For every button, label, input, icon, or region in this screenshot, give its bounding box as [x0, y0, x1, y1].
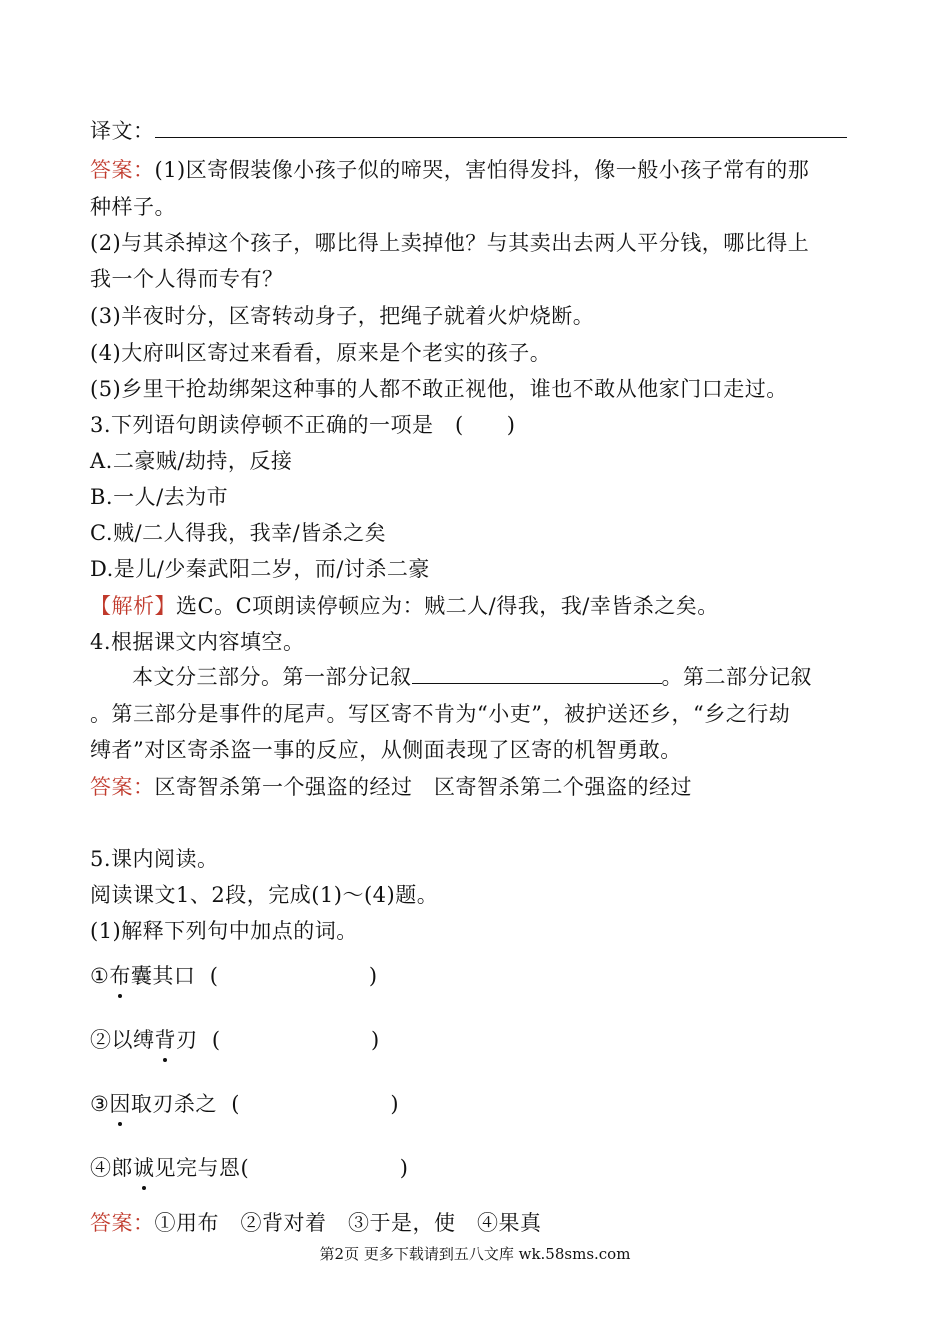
analysis-label: 【解析】	[90, 594, 176, 618]
answer2-line-6	[90, 339, 870, 367]
q5-sub1	[90, 917, 870, 945]
item-number: ③	[90, 1092, 110, 1116]
answer2-text-1: (1)区寄假装像小孩子似的啼哭，害怕得发抖，像一般小孩子常有的那	[154, 158, 810, 182]
q5-item-1	[90, 962, 870, 990]
answer2-line-5	[90, 302, 870, 330]
q4-stem	[90, 628, 870, 656]
item-post: 囊其口	[130, 964, 196, 988]
q5-sub1-text: (1)解释下列句中加点的词。	[90, 919, 358, 943]
answer2-line-2	[90, 193, 870, 221]
answer-label: 答案：	[90, 775, 155, 799]
answer-parentheses: ( )	[209, 964, 378, 988]
dotted-word: 因	[109, 1092, 131, 1116]
q4-para-text-1b: 。第二部分记叙	[661, 665, 812, 689]
item-number: ④	[90, 1156, 112, 1180]
q5-item-4	[90, 1154, 870, 1182]
q5-item-3	[90, 1090, 870, 1118]
q3-stem-text: 3.下列语句朗读停顿不正确的一项是 ( )	[90, 413, 516, 437]
answer-parentheses: ( )	[211, 1028, 380, 1052]
q4-blank-1	[412, 663, 662, 684]
answer2-line-3	[90, 229, 870, 257]
q4-para-line-1	[132, 663, 872, 691]
q5-instruction	[90, 881, 870, 909]
q5-item-2	[90, 1026, 870, 1054]
item-pre: 以缚	[111, 1028, 155, 1052]
q4-answer	[90, 773, 870, 801]
q5-stem	[90, 845, 870, 873]
answer-parentheses: ( )	[240, 1156, 409, 1180]
q3-option-b-text: B.一人/去为市	[90, 485, 229, 509]
answer2-line-1	[90, 156, 870, 184]
item-number: ②	[90, 1028, 112, 1052]
answer-parentheses: ( )	[231, 1092, 400, 1116]
answer2-text-3: (2)与其杀掉这个孩子，哪比得上卖掉他？与其卖出去两人平分钱，哪比得上	[90, 231, 810, 255]
answer2-text-4: 我一个人得而专有？	[90, 267, 284, 291]
q3-analysis	[90, 592, 870, 620]
q3-option-a-text: A.二豪贼/劫持，反接	[90, 449, 293, 473]
q4-para-text-1a: 本文分三部分。第一部分记叙	[132, 665, 412, 689]
answer2-text-6: (4)大府叫区寄过来看看，原来是个老实的孩子。	[90, 341, 552, 365]
answer-label: 答案：	[90, 158, 155, 182]
answer2-text-5: (3)半夜时分，区寄转动身子，把绳子就着火炉烧断。	[90, 304, 595, 328]
q5-answer-text: ①用布 ②背对着 ③于是，使 ④果真	[154, 1211, 542, 1235]
answer2-text-2: 种样子。	[90, 195, 176, 219]
answer2-text-7: (5)乡里干抢劫绑架这种事的人都不敢正视他，谁也不敢从他家门口走过。	[90, 377, 788, 401]
q3-option-b	[90, 483, 870, 511]
q4-para-line-2	[90, 700, 870, 728]
dotted-word: 背	[154, 1028, 176, 1052]
answer2-line-4	[90, 265, 870, 293]
item-post: 见完与恩	[154, 1156, 241, 1180]
page-footer: 第2页 更多下载请到五八文库 wk.58sms.com	[319, 1245, 631, 1263]
item-post: 刃	[176, 1028, 198, 1052]
q4-para-line-3	[90, 736, 870, 764]
q3-option-d	[90, 555, 870, 583]
translation-line	[90, 117, 870, 145]
dotted-word: 诚	[133, 1156, 155, 1180]
item-post: 取刃杀之	[130, 1092, 217, 1116]
dotted-word: 布	[109, 964, 131, 988]
answer-label: 答案：	[90, 1211, 155, 1235]
item-pre: 郎	[111, 1156, 133, 1180]
q3-option-c	[90, 519, 870, 547]
q4-para-text-2: 。第三部分是事件的尾声。写区寄不肯为“小吏”，被护送还乡，“乡之行劫	[90, 702, 791, 726]
q3-analysis-text: 选C。C项朗读停顿应为：贼二人/得我，我/幸皆杀之矣。	[176, 594, 719, 618]
translation-blank	[155, 117, 847, 138]
answer2-line-7	[90, 375, 870, 403]
q3-option-c-text: C.贼/二人得我，我幸/皆杀之矣	[90, 521, 387, 545]
q5-instruction-text: 阅读课文1、2段，完成(1)～(4)题。	[90, 883, 439, 907]
q5-stem-text: 5.课内阅读。	[90, 847, 219, 871]
translation-label: 译文：	[90, 119, 155, 143]
q3-stem	[90, 411, 870, 439]
q4-answer-text: 区寄智杀第一个强盗的经过 区寄智杀第二个强盗的经过	[154, 775, 692, 799]
q5-answer	[90, 1209, 870, 1237]
item-number: ①	[90, 964, 110, 988]
q4-para-text-3: 缚者”对区寄杀盗一事的反应，从侧面表现了区寄的机智勇敢。	[90, 738, 682, 762]
q3-option-d-text: D.是儿/少秦武阳二岁，而/讨杀二豪	[90, 557, 430, 581]
q4-stem-text: 4.根据课文内容填空。	[90, 630, 305, 654]
q3-option-a	[90, 447, 870, 475]
